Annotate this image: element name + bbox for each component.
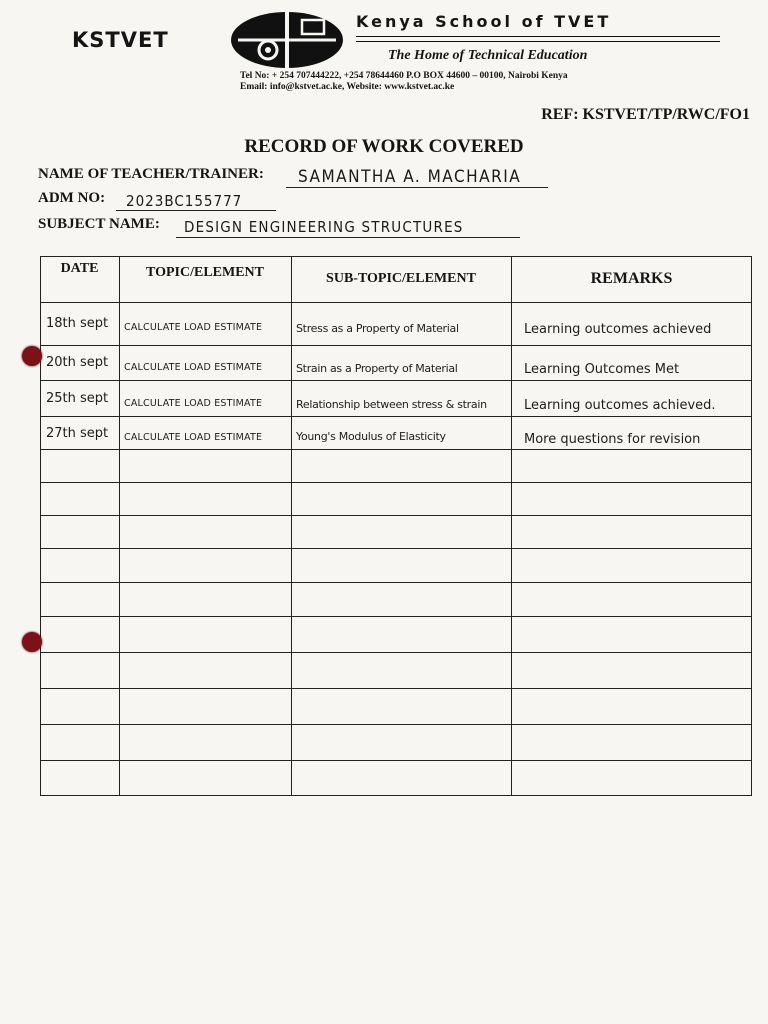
row-divider [40, 548, 752, 549]
row-4-date: 27th sept [46, 426, 109, 441]
row-1-topic: CALCULATE LOAD ESTIMATE [124, 322, 263, 333]
brand-name: KSTVET [72, 28, 169, 52]
letterhead-rule [356, 41, 720, 42]
row-divider [40, 616, 752, 617]
teacher-name: SAMANTHA A. MACHARIA [298, 167, 522, 187]
row-divider [40, 515, 752, 516]
row-divider [40, 302, 752, 303]
column-divider [511, 256, 512, 796]
school-tagline: The Home of Technical Education [388, 48, 588, 63]
row-2-remarks: Learning Outcomes Met [524, 362, 680, 377]
subject-underline [176, 237, 520, 238]
row-divider [40, 482, 752, 483]
adm-underline [116, 210, 276, 211]
teacher-label: NAME OF TEACHER/TRAINER: [38, 166, 264, 182]
row-1-remarks: Learning outcomes achieved [524, 322, 712, 337]
work-record-table [40, 256, 752, 796]
subject-label: SUBJECT NAME: [38, 216, 160, 232]
teacher-underline [286, 187, 548, 188]
column-divider [291, 256, 292, 796]
punch-hole [22, 632, 42, 652]
row-divider [40, 724, 752, 725]
row-4-remarks: More questions for revision [524, 432, 701, 447]
punch-hole [22, 346, 42, 366]
row-divider [40, 416, 752, 417]
row-divider [40, 760, 752, 761]
column-divider [119, 256, 120, 796]
adm-label: ADM NO: [38, 190, 106, 206]
row-3-subtopic: Relationship between stress & strain [296, 398, 487, 411]
contact-line: Tel No: + 254 707444222, +254 78644460 P.O BOX 44600 – 00100, Nairobi Kenya [240, 71, 568, 81]
row-divider [40, 345, 752, 346]
row-3-topic: CALCULATE LOAD ESTIMATE [124, 398, 263, 409]
reference-code: REF: KSTVET/TP/RWC/FO1 [541, 106, 750, 123]
header-remarks: REMARKS [590, 270, 673, 287]
row-divider [40, 380, 752, 381]
table-border [40, 256, 752, 796]
row-3-date: 25th sept [46, 391, 109, 406]
letterhead-rule [356, 36, 720, 37]
row-3-remarks: Learning outcomes achieved. [524, 398, 716, 413]
header-subtopic: SUB-TOPIC/ELEMENT [326, 271, 476, 286]
row-divider [40, 652, 752, 653]
row-2-date: 20th sept [46, 355, 109, 370]
school-name: Kenya School of TVET [356, 12, 612, 31]
row-4-subtopic: Young's Modulus of Elasticity [296, 430, 446, 443]
document-title: RECORD OF WORK COVERED [244, 136, 524, 157]
row-divider [40, 449, 752, 450]
email-line: Email: info@kstvet.ac.ke, Website: www.kstvet.ac.ke [240, 82, 455, 92]
subject-value: DESIGN ENGINEERING STRUCTURES [184, 218, 464, 236]
row-2-topic: CALCULATE LOAD ESTIMATE [124, 362, 263, 373]
row-divider [40, 582, 752, 583]
row-1-date: 18th sept [46, 316, 109, 331]
adm-number: 2023BC155777 [126, 192, 243, 210]
row-2-subtopic: Strain as a Property of Material [296, 362, 458, 375]
header-topic: TOPIC/ELEMENT [146, 265, 264, 280]
kstvet-logo [228, 10, 346, 70]
row-4-topic: CALCULATE LOAD ESTIMATE [124, 432, 263, 443]
row-1-subtopic: Stress as a Property of Material [296, 322, 459, 335]
row-divider [40, 688, 752, 689]
header-date: DATE [60, 261, 99, 276]
